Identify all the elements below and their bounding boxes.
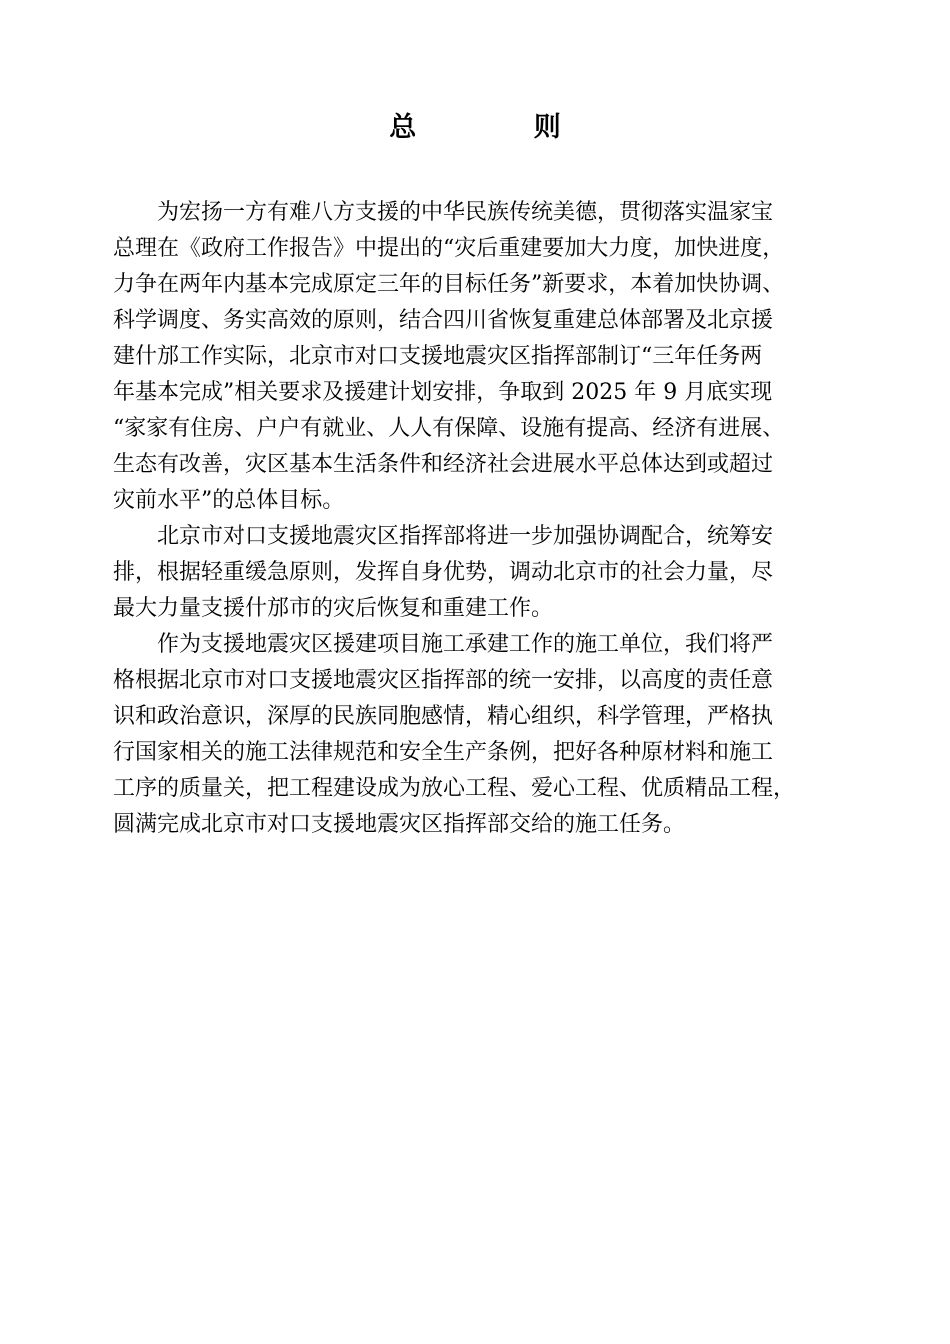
text-line: 建什邡工作实际，北京市对口支援地震灾区指挥部制订“三年任务两 (113, 344, 763, 369)
text-line: 圆满完成北京市对口支援地震灾区指挥部交给的施工任务。 (113, 812, 686, 837)
text-line: “家家有住房、户户有就业、人人有保障、设施有提高、经济有进展、 (113, 416, 785, 441)
text-line: 灾前水平”的总体目标。 (113, 488, 345, 513)
text-line: 排，根据轻重缓急原则，发挥自身优势，调动北京市的社会力量，尽 (113, 560, 774, 585)
text-line: 生态有改善，灾区基本生活条件和经济社会进展水平总体达到或超过 (113, 452, 774, 477)
text-line: 行国家相关的施工法律规范和安全生产条例，把好各种原材料和施工 (113, 740, 774, 765)
text-line: 格根据北京市对口支援地震灾区指挥部的统一安排，以高度的责任意 (113, 668, 774, 693)
text-line: 总理在《政府工作报告》中提出的“灾后重建要加大力度，加快进度， (113, 236, 785, 261)
text-line: 为宏扬一方有难八方支援的中华民族传统美德，贯彻落实温家宝 (157, 200, 774, 225)
document-body (113, 195, 853, 843)
text-line: 识和政治意识，深厚的民族同胞感情，精心组织，科学管理，严格执 (113, 704, 774, 729)
text-line: 北京市对口支援地震灾区指挥部将进一步加强协调配合，统筹安 (157, 524, 774, 549)
text-line: 工序的质量关，把工程建设成为放心工程、爱心工程、优质精品工程， (113, 776, 796, 801)
paragraph-3 (113, 627, 853, 843)
text-line: 科学调度、务实高效的原则，结合四川省恢复重建总体部署及北京援 (113, 308, 774, 333)
paragraph-1 (113, 195, 853, 519)
text-line: 年基本完成”相关要求及援建计划安排，争取到 2025 年 9 月底实现 (113, 380, 773, 405)
paragraph-2 (113, 519, 853, 627)
text-line: 最大力量支援什邡市的灾后恢复和重建工作。 (113, 596, 554, 621)
page-title: 总 则 (389, 112, 615, 143)
text-line: 作为支援地震灾区援建项目施工承建工作的施工单位，我们将严 (157, 632, 774, 657)
text-line: 力争在两年内基本完成原定三年的目标任务”新要求，本着加快协调、 (113, 272, 785, 297)
